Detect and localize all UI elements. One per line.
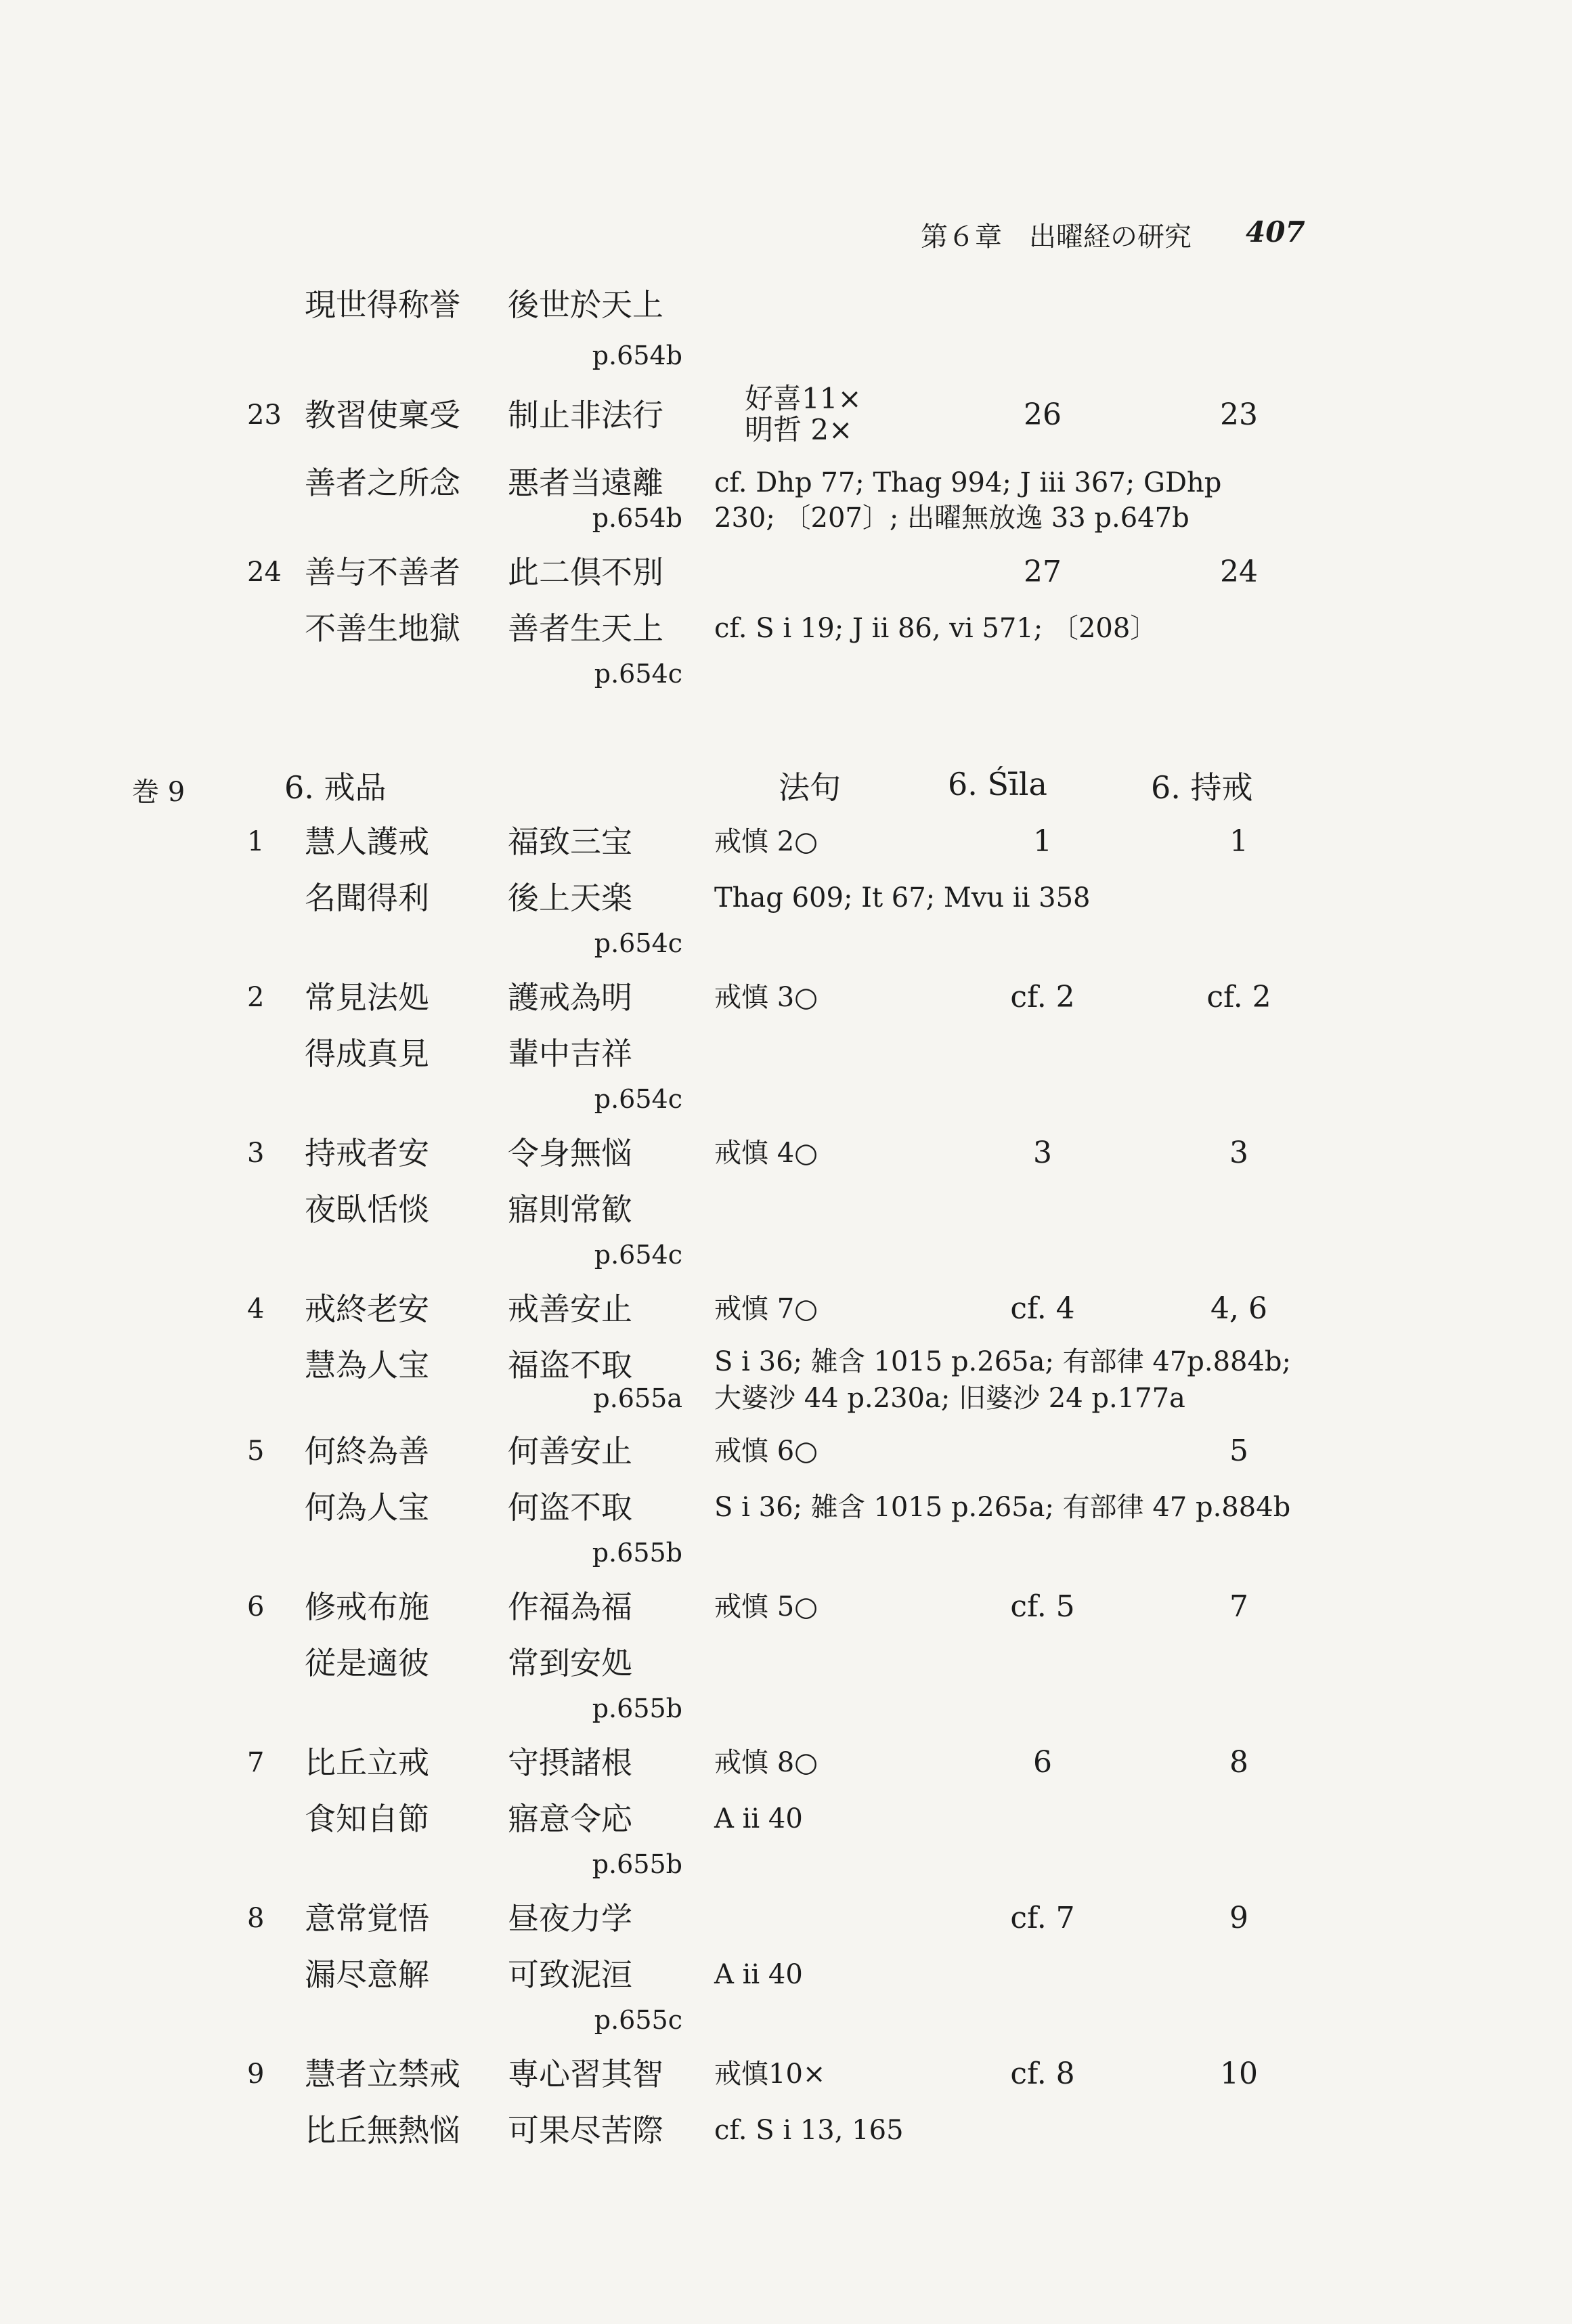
verse-number: 7 (247, 1747, 265, 1778)
parallel-value-2: 10 (1220, 2057, 1258, 2091)
reference-line: 大婆沙 44 p.230a; 旧婆沙 24 p.177a (714, 1383, 1185, 1414)
reference: 戒慎10× (714, 2059, 826, 2090)
page-ref: p.655b (592, 1538, 682, 1568)
parallel-value-1: cf. 5 (1010, 1589, 1075, 1624)
verse-b: 後世於天上 (508, 286, 663, 323)
parallel-value-2: 3 (1229, 1136, 1248, 1170)
verse-a: 夜臥恬惔 (305, 1191, 429, 1228)
parallel-value-1: cf. 2 (1010, 980, 1075, 1014)
verse-b: 専心習其智 (508, 2056, 663, 2092)
verse-b: 福盗不取 (508, 1347, 632, 1383)
reference: A ii 40 (714, 1803, 803, 1834)
parallel-value-1: 27 (1024, 555, 1062, 589)
parallel-value-2: 9 (1229, 1901, 1248, 1935)
parallel-value-2: 5 (1229, 1434, 1248, 1468)
parallel-value-1: cf. 7 (1010, 1901, 1075, 1935)
parallel-value-2: cf. 2 (1206, 980, 1271, 1014)
verse-a: 善与不善者 (305, 554, 460, 590)
verse-a: 常見法処 (305, 979, 429, 1016)
reference: 戒慎 4○ (714, 1138, 818, 1169)
verse-a: 戒終老安 (305, 1291, 429, 1327)
column-header-sila: 6. Śīla (948, 766, 1047, 802)
verse-line (0, 821, 1572, 876)
verse-a: 慧為人宝 (305, 1347, 429, 1383)
verse-b: 令身無悩 (508, 1135, 632, 1171)
verse-b: 制止非法行 (508, 397, 663, 433)
reference-line: S i 36; 雑含 1015 p.265a; 有部律 47p.884b; (714, 1346, 1292, 1377)
page-ref: p.654b (592, 341, 682, 370)
verse-line (0, 552, 1572, 606)
parallel-value-2: 24 (1220, 555, 1258, 589)
verse-a: 不善生地獄 (305, 610, 460, 647)
reference: 戒慎 8○ (714, 1747, 818, 1778)
verse-line (0, 1954, 1572, 2008)
verse-line (0, 878, 1572, 932)
ref-bottom: 明哲 2× (745, 413, 853, 446)
column-header-dharmapada: 法句 (779, 769, 841, 806)
page-ref: p.655c (594, 2005, 682, 2035)
verse-b: 悪者当遠離 (508, 465, 663, 501)
verse-a: 現世得称誉 (305, 286, 460, 323)
verse-b: 寤則常歓 (508, 1191, 632, 1228)
verse-b: 作福為福 (508, 1589, 632, 1625)
verse-number: 9 (247, 2059, 265, 2090)
reference: A ii 40 (714, 1959, 803, 1990)
parallel-value-1: cf. 4 (1010, 1291, 1075, 1326)
verse-a: 従是適彼 (305, 1645, 429, 1681)
ref-top: 好喜11× (745, 382, 862, 415)
verse-a: 何終為善 (305, 1433, 429, 1469)
parallel-value-2: 8 (1229, 1745, 1248, 1780)
verse-b: 可果尽苦際 (508, 2112, 663, 2149)
verse-number: 3 (247, 1138, 265, 1169)
page-ref: p.655a (593, 1383, 682, 1413)
verse-number: 6 (247, 1591, 265, 1622)
verse-line (0, 1587, 1572, 1641)
verse-line (0, 1431, 1572, 1485)
verse-line (0, 608, 1572, 662)
parallel-value-2: 7 (1229, 1589, 1248, 1624)
parallel-value-2: 4, 6 (1210, 1291, 1267, 1326)
verse-b: 守摂諸根 (508, 1744, 632, 1781)
verse-a: 得成真見 (305, 1035, 429, 1072)
verse-line (0, 2110, 1572, 2164)
page-number: 407 (1246, 215, 1305, 249)
verse-line (0, 1033, 1572, 1088)
verse-line (0, 977, 1572, 1031)
reference: 戒慎 2○ (714, 826, 818, 857)
verse-b: 何盗不取 (508, 1489, 632, 1526)
verse-a: 教習使稟受 (305, 397, 460, 433)
verse-line (0, 1487, 1572, 1541)
page-ref: p.654c (594, 659, 682, 689)
verse-line (0, 1189, 1572, 1243)
verse-number: 8 (247, 1903, 265, 1934)
parallel-value-1: cf. 8 (1010, 2057, 1075, 2091)
reference: 戒慎 7○ (714, 1293, 818, 1325)
verse-b: 善者生天上 (508, 610, 663, 647)
reference: cf. S i 13, 165 (714, 2115, 904, 2146)
reference: 戒慎 6○ (714, 1436, 818, 1467)
verse-a: 慧者立禁戒 (305, 2056, 460, 2092)
chapter-title: 第６章 出曜経の研究 (921, 221, 1192, 253)
parallel-value-1: 26 (1024, 397, 1062, 432)
verse-b: 昼夜力学 (508, 1900, 632, 1937)
page-ref: p.655b (592, 1694, 682, 1723)
verse-a: 名聞得利 (305, 880, 429, 916)
verse-a: 持戒者安 (305, 1135, 429, 1171)
verse-a: 善者之所念 (305, 465, 460, 501)
verse-number: 24 (247, 557, 282, 588)
reference-line: 230; 〔207〕; 出曜無放逸 33 p.647b (714, 502, 1189, 534)
verse-b: 福致三宝 (508, 823, 632, 860)
verse-b: 後上天楽 (508, 880, 632, 916)
parallel-value-1: 6 (1033, 1745, 1052, 1780)
reference: cf. S i 19; J ii 86, vi 571; 〔208〕 (714, 613, 1158, 644)
page-ref: p.654c (594, 1240, 682, 1270)
verse-b: 何善安止 (508, 1433, 632, 1469)
verse-line (0, 1799, 1572, 1853)
verse-number: 2 (247, 982, 265, 1013)
reference: S i 36; 雑含 1015 p.265a; 有部律 47 p.884b (714, 1492, 1291, 1523)
ref-stack (745, 383, 862, 446)
page-ref: p.654c (594, 1084, 682, 1114)
verse-line (0, 1898, 1572, 1952)
verse-line (0, 1742, 1572, 1796)
reference: Thag 609; It 67; Mvu ii 358 (714, 882, 1091, 913)
verse-a: 比丘立戒 (305, 1744, 429, 1781)
verse-number: 4 (247, 1293, 265, 1325)
verse-a: 修戒布施 (305, 1589, 429, 1625)
verse-a: 食知自節 (305, 1801, 429, 1837)
verse-number: 5 (247, 1436, 265, 1467)
page-ref: p.654b (592, 503, 682, 533)
verse-b: 寤意令応 (508, 1801, 632, 1837)
page-ref: p.654c (594, 928, 682, 958)
verse-line (0, 1643, 1572, 1697)
verse-line (0, 2054, 1572, 2108)
column-header-jikai: 6. 持戒 (1151, 769, 1253, 806)
verse-b: 常到安処 (508, 1645, 632, 1681)
parallel-value-2: 1 (1229, 824, 1248, 859)
verse-a: 比丘無熱悩 (305, 2112, 460, 2149)
parallel-value-1: 1 (1033, 824, 1052, 859)
verse-a: 意常覚悟 (305, 1900, 429, 1937)
verse-b: 輩中吉祥 (508, 1035, 632, 1072)
verse-number: 1 (247, 826, 265, 857)
reference: 戒慎 3○ (714, 982, 818, 1013)
verse-b: 護戒為明 (508, 979, 632, 1016)
verse-line (0, 284, 1572, 339)
volume-label: 巻 9 (132, 777, 185, 808)
verse-b: 此二倶不別 (508, 554, 663, 590)
parallel-value-2: 23 (1220, 397, 1258, 432)
verse-a: 漏尽意解 (305, 1956, 429, 1993)
parallel-value-1: 3 (1033, 1136, 1052, 1170)
page-ref: p.655b (592, 1849, 682, 1879)
verse-b: 可致泥洹 (508, 1956, 632, 1993)
reference-line: cf. Dhp 77; Thag 994; J iii 367; GDhp (714, 467, 1222, 498)
verse-b: 戒善安止 (508, 1291, 632, 1327)
verse-number: 23 (247, 400, 282, 431)
verse-line (0, 1133, 1572, 1187)
verse-line (0, 1289, 1572, 1343)
verse-a: 何為人宝 (305, 1489, 429, 1526)
verse-a: 慧人護戒 (305, 823, 429, 860)
section-title: 6. 戒品 (284, 769, 387, 806)
reference: 戒慎 5○ (714, 1591, 818, 1622)
